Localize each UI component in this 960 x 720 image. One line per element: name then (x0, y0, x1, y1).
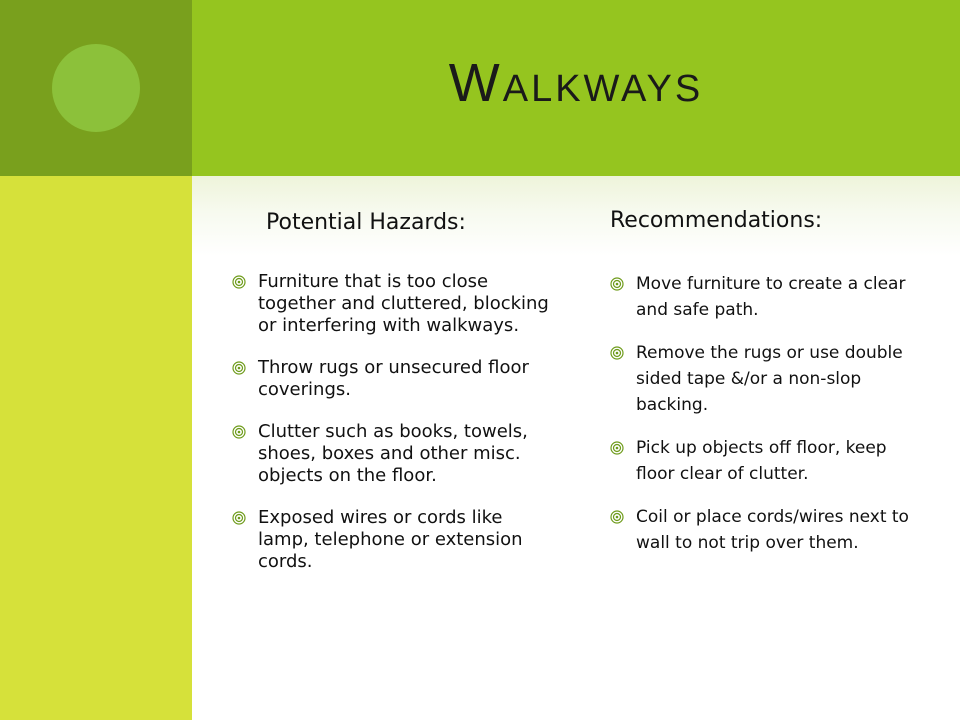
list-item (232, 271, 552, 337)
list-item (610, 504, 930, 556)
hazard-text: Exposed wires or cords like lamp, telephone or extension cords. (258, 507, 523, 572)
bullet-icon (232, 425, 246, 439)
recommendations-list (610, 271, 930, 556)
recommendations-column (610, 208, 930, 573)
recommendation-text: Coil or place cords/wires next to wall to not trip over them. (636, 507, 909, 553)
hazard-text: Clutter such as books, towels, shoes, boxes and other misc. objects on the floor. (258, 421, 528, 486)
bullet-icon (610, 346, 624, 360)
bullet-icon (610, 510, 624, 524)
recommendation-text: Move furniture to create a clear and safe path. (636, 274, 906, 320)
list-item (232, 421, 552, 487)
recommendations-heading: Recommendations: (610, 208, 823, 233)
hazards-column (232, 210, 552, 593)
bullet-icon (610, 441, 624, 455)
bullet-icon (232, 275, 246, 289)
list-item (610, 340, 930, 418)
list-item (232, 507, 552, 573)
hazards-list (232, 271, 552, 573)
decorative-circle (52, 44, 140, 132)
bullet-icon (232, 511, 246, 525)
list-item (232, 357, 552, 401)
recommendation-text: Pick up objects off floor, keep floor clear of clutter. (636, 438, 887, 484)
bullet-icon (610, 277, 624, 291)
hazard-text: Throw rugs or unsecured floor coverings. (258, 357, 529, 400)
list-item (610, 435, 930, 487)
slide-title: Walkways (448, 53, 704, 113)
sidebar-bottom-block (0, 176, 192, 720)
hazards-heading: Potential Hazards: (266, 210, 466, 235)
hazard-text: Furniture that is too close together and cluttered, blocking or interfering with walkways. (258, 271, 549, 336)
list-item (610, 271, 930, 323)
bullet-icon (232, 361, 246, 375)
recommendation-text: Remove the rugs or use double sided tape &/or a non-slop backing. (636, 343, 903, 415)
